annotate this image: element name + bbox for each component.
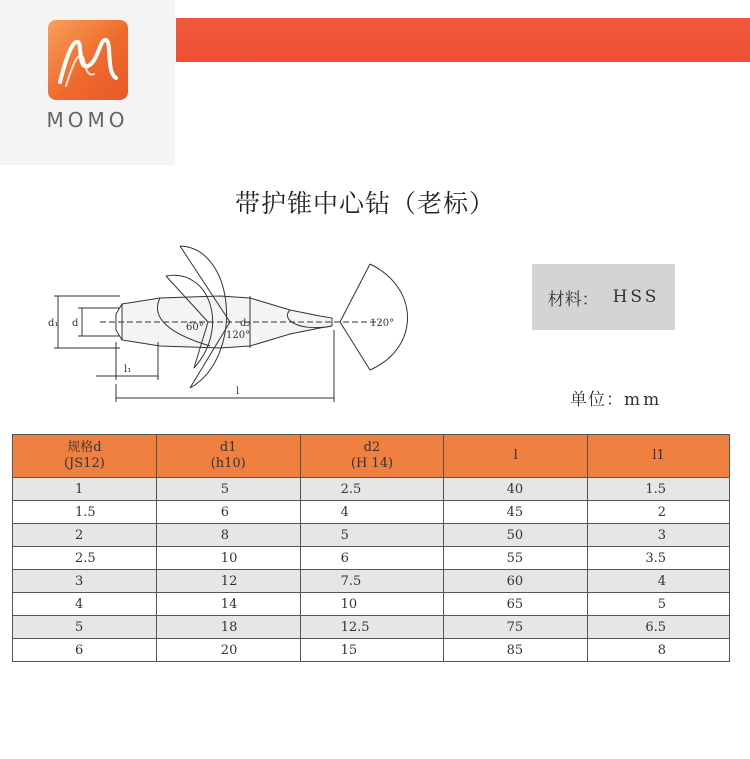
table-cell: 5 xyxy=(588,593,730,616)
table-row xyxy=(13,570,730,593)
dim-d-label: d xyxy=(72,318,79,329)
spec-table xyxy=(12,434,730,662)
table-cell: 5 xyxy=(156,478,300,501)
header-line1: d1 xyxy=(219,440,237,455)
table-cell: 12.5 xyxy=(300,616,444,639)
table-cell: 6 xyxy=(300,547,444,570)
dim-l1-label: l₁ xyxy=(124,364,132,375)
angle-left-inner-label: 60° xyxy=(186,322,204,333)
table-cell: 40 xyxy=(444,478,588,501)
table-header-row xyxy=(13,435,730,478)
unit-note xyxy=(570,385,662,410)
header-line1: 规格d xyxy=(67,440,102,455)
table-row xyxy=(13,478,730,501)
table-row xyxy=(13,639,730,662)
table-header-cell xyxy=(13,435,157,478)
table-row xyxy=(13,593,730,616)
center-drill-diagram xyxy=(40,238,420,408)
header-line1: d2 xyxy=(363,440,381,455)
table-cell: 2 xyxy=(588,501,730,524)
table-cell: 1.5 xyxy=(13,501,157,524)
unit-value: mm xyxy=(624,390,663,410)
brand-name: MOMO xyxy=(46,108,129,132)
table-cell: 10 xyxy=(300,593,444,616)
table-row xyxy=(13,501,730,524)
table-cell: 6 xyxy=(156,501,300,524)
material-label: 材料： xyxy=(547,289,599,310)
header-line1: l xyxy=(513,448,518,463)
table-cell: 6.5 xyxy=(588,616,730,639)
table-cell: 3.5 xyxy=(588,547,730,570)
table-cell: 4 xyxy=(13,593,157,616)
header-line2: (JS12) xyxy=(63,456,105,471)
table-cell: 10 xyxy=(156,547,300,570)
table-header-cell xyxy=(444,435,588,478)
table-cell: 1 xyxy=(13,478,157,501)
table-cell: 45 xyxy=(444,501,588,524)
table-cell: 3 xyxy=(588,524,730,547)
table-cell: 85 xyxy=(444,639,588,662)
table-cell: 65 xyxy=(444,593,588,616)
material-value: HSS xyxy=(612,287,660,307)
table-cell: 1.5 xyxy=(588,478,730,501)
table-cell: 20 xyxy=(156,639,300,662)
table-row xyxy=(13,547,730,570)
table-cell: 3 xyxy=(13,570,157,593)
table-row xyxy=(13,524,730,547)
header-bar xyxy=(176,18,750,62)
unit-label: 单位： xyxy=(570,390,624,410)
table-cell: 55 xyxy=(444,547,588,570)
table-cell: 12 xyxy=(156,570,300,593)
brand-logo-area xyxy=(0,0,175,165)
table-cell: 4 xyxy=(588,570,730,593)
table-cell: 14 xyxy=(156,593,300,616)
table-row xyxy=(13,616,730,639)
table-cell: 2.5 xyxy=(13,547,157,570)
table-header-cell xyxy=(588,435,730,478)
table-cell: 4 xyxy=(300,501,444,524)
table-cell: 50 xyxy=(444,524,588,547)
table-header-cell xyxy=(300,435,444,478)
table-cell: 8 xyxy=(588,639,730,662)
brand-logo-icon xyxy=(48,20,128,100)
table-cell: 2 xyxy=(13,524,157,547)
table-cell: 7.5 xyxy=(300,570,444,593)
table-cell: 60 xyxy=(444,570,588,593)
table-cell: 5 xyxy=(13,616,157,639)
table-cell: 6 xyxy=(13,639,157,662)
header-line1: l1 xyxy=(652,448,665,463)
table-cell: 5 xyxy=(300,524,444,547)
table-cell: 15 xyxy=(300,639,444,662)
table-cell: 75 xyxy=(444,616,588,639)
table-cell: 8 xyxy=(156,524,300,547)
table-cell: 2.5 xyxy=(300,478,444,501)
header-line2: (H 14) xyxy=(350,456,394,471)
dim-l-label: l xyxy=(236,386,240,397)
angle-left-outer-label: 120° xyxy=(226,330,251,341)
dim-d1-label: d₁ xyxy=(48,318,59,329)
material-badge xyxy=(532,264,675,330)
page-title: 带护锥中心钻（老标） xyxy=(234,189,495,218)
angle-right-label: 120° xyxy=(370,318,395,329)
table-cell: 18 xyxy=(156,616,300,639)
header-line2: (h10) xyxy=(210,456,246,471)
dim-d2-label: d₂ xyxy=(240,318,251,329)
table-header-cell xyxy=(156,435,300,478)
